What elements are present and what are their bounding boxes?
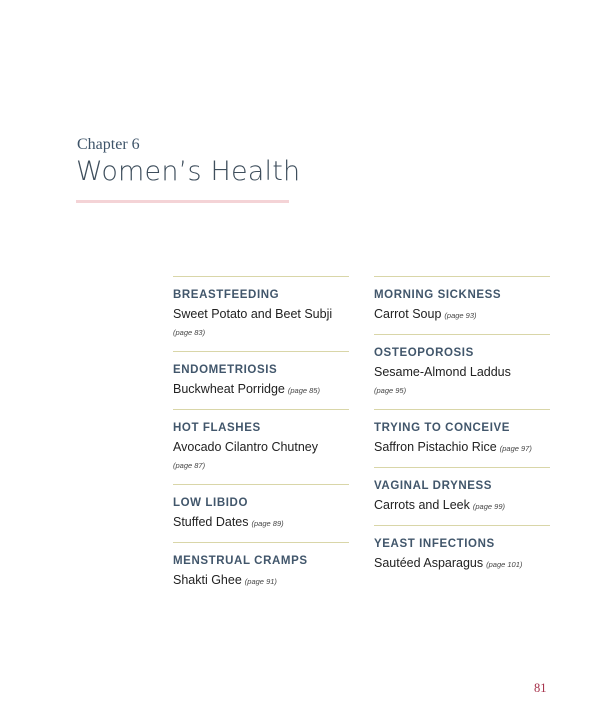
entry-category: MORNING SICKNESS: [374, 289, 502, 301]
entry-category: YEAST INFECTIONS: [374, 538, 495, 550]
entry-recipe: [173, 514, 349, 532]
index-entry-osteoporosis: [374, 334, 550, 409]
entry-recipe: [173, 381, 349, 399]
page-reference: (page 85): [287, 386, 320, 395]
recipe-name: Sautéed Asparagus: [374, 556, 484, 570]
recipe-name: Shakti Ghee: [173, 573, 242, 587]
entry-category: OSTEOPOROSIS: [374, 347, 474, 359]
entry-recipe: [173, 572, 349, 590]
index-entry-low-libido: [173, 484, 349, 542]
recipe-name: Carrot Soup: [374, 307, 442, 321]
title-underline: [76, 200, 289, 203]
index-entry-breastfeeding: [173, 276, 349, 351]
page-reference: (page 87): [173, 461, 206, 470]
index-entry-hot-flashes: [173, 409, 349, 484]
page-reference: (page 97): [499, 444, 532, 453]
entry-category: VAGINAL DRYNESS: [374, 480, 493, 492]
page-reference: (page 91): [244, 577, 277, 586]
entry-recipe: [374, 497, 550, 515]
entry-recipe: [374, 555, 550, 573]
entry-recipe: [374, 306, 550, 324]
index-entry-menstrual-cramps: [173, 542, 349, 600]
recipe-name: Saffron Pistachio Rice: [374, 440, 497, 454]
entry-recipe: [374, 364, 550, 399]
chapter-title: Women’s Health: [76, 156, 301, 187]
page-reference: (page 101): [486, 560, 523, 569]
page-reference: (page 89): [251, 519, 284, 528]
entry-category: MENSTRUAL CRAMPS: [173, 555, 308, 567]
recipe-name: Avocado Cilantro Chutney: [173, 440, 318, 454]
recipe-name: Sesame-Almond Laddus: [374, 365, 511, 379]
index-entry-morning-sickness: [374, 276, 550, 334]
entry-recipe: [173, 306, 349, 341]
entry-category: LOW LIBIDO: [173, 497, 248, 509]
entry-recipe: [374, 439, 550, 457]
recipe-index-right-column: [374, 276, 550, 583]
page-reference: (page 83): [173, 328, 206, 337]
index-entry-endometriosis: [173, 351, 349, 409]
recipe-index-left-column: [173, 276, 349, 600]
index-entry-vaginal-dryness: [374, 467, 550, 525]
page-number: 81: [534, 681, 547, 695]
recipe-name: Sweet Potato and Beet Subji: [173, 307, 333, 321]
index-entry-yeast-infections: [374, 525, 550, 583]
recipe-name: Buckwheat Porridge: [173, 382, 285, 396]
recipe-name: Stuffed Dates: [173, 515, 249, 529]
page-reference: (page 95): [374, 386, 407, 395]
entry-category: HOT FLASHES: [173, 422, 261, 434]
chapter-label: Chapter 6: [77, 136, 140, 153]
page-reference: (page 99): [472, 502, 505, 511]
index-entry-trying-to-conceive: [374, 409, 550, 467]
entry-recipe: [173, 439, 349, 474]
entry-category: TRYING TO CONCEIVE: [374, 422, 511, 434]
entry-category: ENDOMETRIOSIS: [173, 364, 278, 376]
entry-category: BREASTFEEDING: [173, 289, 280, 301]
page-reference: (page 93): [444, 311, 477, 320]
recipe-name: Carrots and Leek: [374, 498, 470, 512]
